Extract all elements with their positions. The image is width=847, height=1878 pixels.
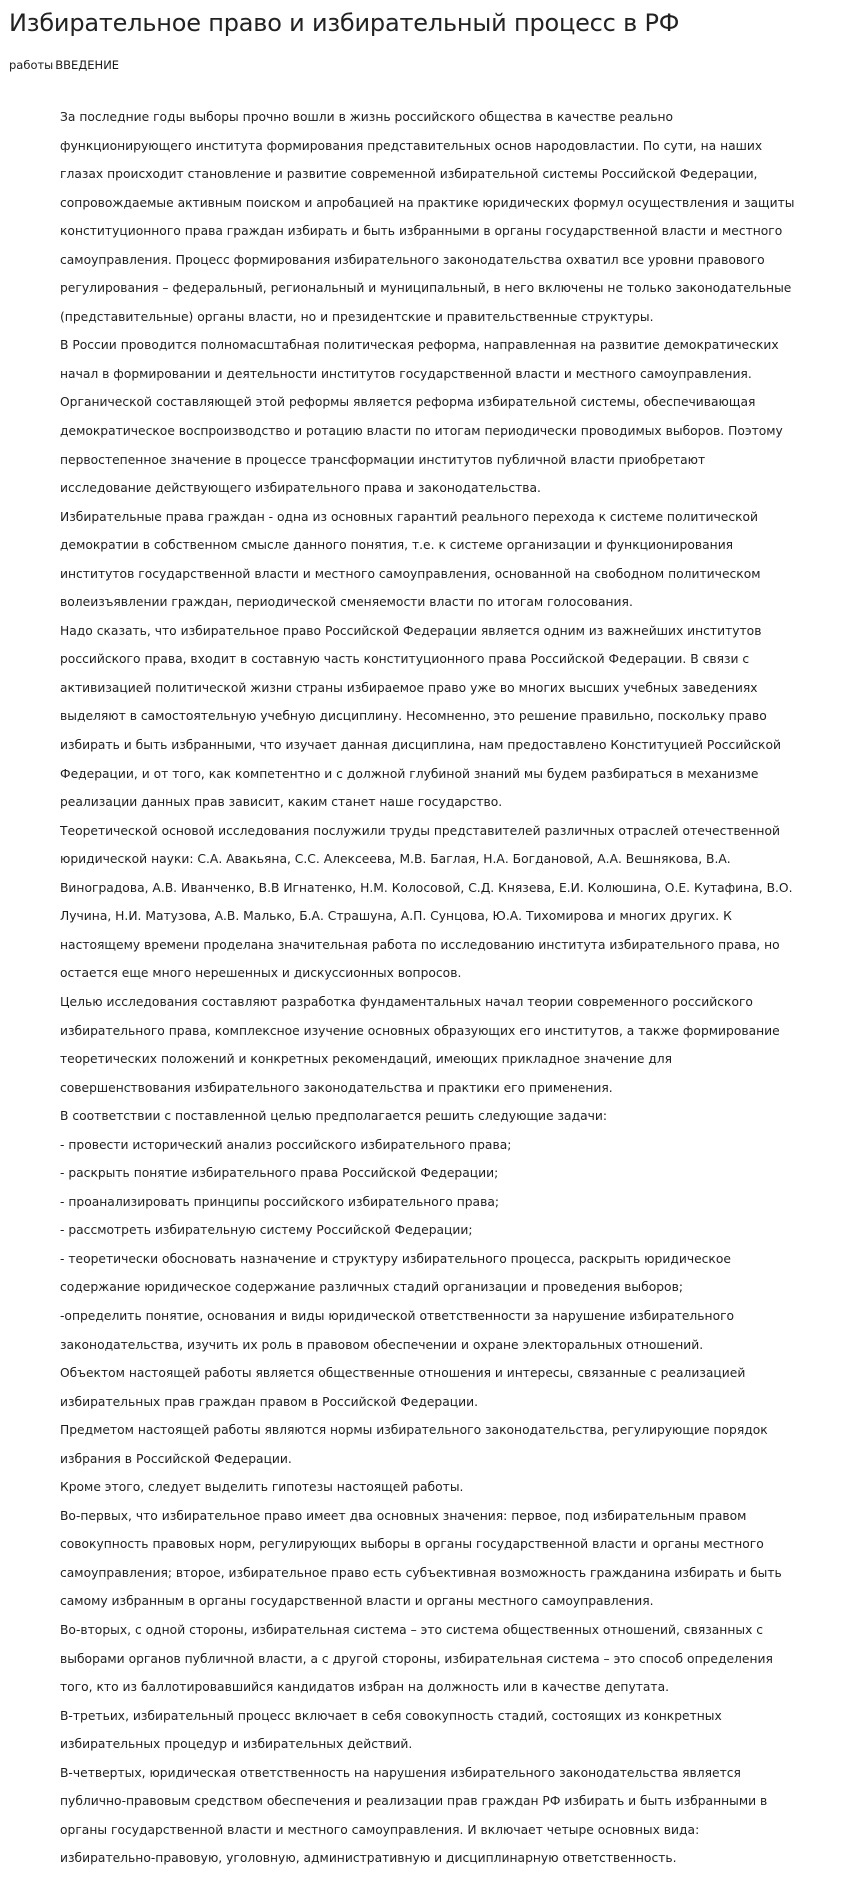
text-line: функционирующего института формирования представительных основ народовластии. По сути, на наших (60, 138, 763, 153)
text-line: Органической составляющей этой реформы является реформа избирательной системы, обеспечивающая (60, 395, 756, 410)
text-line: выделяют в самостоятельную учебную дисциплину. Несомненно, это решение правильно, поскольку право (60, 709, 767, 724)
text-line: избирательного права, комплексное изучение основных образующих его институтов, а также формирование (60, 1023, 780, 1038)
text-line: того, кто из баллотировавшийся кандидатов избран на должность или в качестве депутата. (60, 1680, 670, 1695)
text-line: демократии в собственном смысле данного понятия, т.е. к системе организации и функционирования (60, 538, 734, 553)
text-line: Лучина, Н.И. Матузова, А.В. Малько, Б.А. Страшуна, А.П. Сунцова, Ю.А. Тихомирова и многих других. К (60, 909, 732, 924)
text-line: Предметом настоящей работы являются нормы избирательного законодательства, регулирующие порядок (60, 1423, 768, 1438)
text-line: реализации данных прав зависит, каким станет наше государство. (60, 795, 503, 810)
page-title: Избирательное право и избирательный процесс в РФ (9, 9, 680, 37)
section-heading: ВВЕДЕНИЕ (55, 58, 120, 72)
document-body (60, 103, 847, 1873)
text-line: Избирательные права граждан - одна из основных гарантий реального перехода к системе политической (60, 509, 759, 524)
text-line: выборами органов публичной власти, а с другой стороны, избирательная система – это способ определения (60, 1651, 773, 1666)
text-line: избирательных прав граждан правом в Российской Федерации. (60, 1394, 478, 1409)
text-line: исследование действующего избирательного права и законодательства. (60, 481, 541, 496)
text-line: - рассмотреть избирательную систему Российской Федерации; (60, 1223, 473, 1238)
text-line: настоящему времени проделана значительная работа по исследованию института избирательного права, но (60, 937, 780, 952)
text-line: Надо сказать, что избирательное право Российской Федерации является одним из важнейших институтов (60, 623, 762, 638)
text-line: (представительные) органы власти, но и президентские и правительственные структуры. (60, 309, 654, 324)
text-line: - теоретически обосновать назначение и структуру избирательного процесса, раскрыть юридическое (60, 1251, 731, 1266)
text-line: совершенствования избирательного законодательства и практики его применения. (60, 1080, 613, 1095)
text-line: теоретических положений и конкретных рекомендаций, имеющих прикладное значение для (60, 1052, 673, 1067)
text-line: институтов государственной власти и местного самоуправления, основанной на свободном политическом (60, 566, 761, 581)
text-line: первостепенное значение в процессе трансформации институтов публичной власти приобретают (60, 452, 706, 467)
text-line: В России проводится полномасштабная политическая реформа, направленная на развитие демократических (60, 338, 779, 353)
section-subtitle (9, 58, 838, 72)
text-line: избрания в Российской Федерации. (60, 1451, 292, 1466)
text-line: Теоретической основой исследования послужили труды представителей различных отраслей отечественной (60, 823, 780, 838)
text-line: - провести исторический анализ российского избирательного права; (60, 1137, 512, 1152)
text-line: Объектом настоящей работы является общественные отношения и интересы, связанные с реализацией (60, 1366, 746, 1381)
text-line: избирательных процедур и избирательных действий. (60, 1737, 413, 1752)
text-line: Федерации, и от того, как компетентно и с должной глубиной знаний мы будем разбираться в механизме (60, 766, 759, 781)
subtitle-prefix: работы (9, 58, 54, 72)
text-line: избирать и быть избранными, что изучает данная дисциплина, нам предоставлено Конституцией Российской (60, 738, 782, 753)
text-line: сопровождаемые активным поиском и апробацией на практике юридических формул осуществления и защиты (60, 195, 795, 210)
text-line: совокупность правовых норм, регулирующих выборы в органы государственной власти и органы местного (60, 1537, 764, 1552)
text-line: В-четвертых, юридическая ответственность на нарушения избирательного законодательства является (60, 1765, 741, 1780)
text-line: За последние годы выборы прочно вошли в жизнь российского общества в качестве реально (60, 110, 674, 124)
text-line: активизацией политической жизни страны избираемое право уже во многих высших учебных заведениях (60, 680, 758, 695)
text-line: Кроме этого, следует выделить гипотезы настоящей работы. (60, 1480, 464, 1495)
text-line: В соответствии с поставленной целью предполагается решить следующие задачи: (60, 1109, 608, 1124)
text-line: содержание юридическое содержание различных стадий организации и проведения выборов; (60, 1280, 683, 1295)
text-line: конституционного права граждан избирать и быть избранными в органы государственной власти и местного (60, 224, 783, 239)
text-line: В-третьих, избирательный процесс включает в себя совокупность стадий, состоящих из конкретных (60, 1708, 722, 1723)
text-line: регулирования – федеральный, региональный и муниципальный, в него включены не только законодательные (60, 281, 792, 296)
text-line: -определить понятие, основания и виды юридической ответственности за нарушение избирательного (60, 1308, 735, 1323)
text-line: юридической науки: С.А. Авакьяна, С.С. Алексеева, М.В. Баглая, Н.А. Богдановой, А.А. Вешнякова, В.А. (60, 852, 731, 867)
text-line: волеизъявлении граждан, периодической сменяемости власти по итогам голосования. (60, 595, 633, 610)
text-line: Во-первых, что избирательное право имеет два основных значения: первое, под избирательным правом (60, 1508, 747, 1523)
text-line: самоуправления. Процесс формирования избирательного законодательства охватил все уровни правового (60, 252, 765, 267)
text-line: Виноградова, А.В. Иванченко, В.В Игнатенко, Н.М. Колосовой, С.Д. Князева, Е.И. Колюшина, О.Е. Кутафина, В.О. (60, 880, 793, 895)
text-line: избирательно-правовую, уголовную, административную и дисциплинарную ответственность. (60, 1851, 677, 1866)
text-line: глазах происходит становление и развитие современной избирательной системы Российской Федерации, (60, 167, 758, 182)
text-line: начал в формировании и деятельности институтов государственной власти и местного самоуправления. (60, 366, 752, 381)
text-line: российского права, входит в составную часть конституционного права Российской Федерации. В связи с (60, 652, 750, 667)
text-line: законодательства, изучить их роль в правовом обеспечении и охране электоральных отношений. (60, 1337, 704, 1352)
text-line: демократическое воспроизводство и ротацию власти по итогам периодически проводимых выборов. Поэтому (60, 424, 783, 439)
text-line: Целью исследования составляют разработка фундаментальных начал теории современного российского (60, 994, 753, 1009)
text-line: самому избранным в органы государственной власти и органы местного самоуправления. (60, 1594, 654, 1609)
text-line: самоуправления; второе, избирательное право есть субъективная возможность гражданина избирать и быть (60, 1565, 782, 1580)
text-line: остается еще много нерешенных и дискуссионных вопросов. (60, 966, 462, 981)
text-line: - проанализировать принципы российского избирательного права; (60, 1194, 500, 1209)
text-line: - раскрыть понятие избирательного права Российской Федерации; (60, 1166, 499, 1181)
text-line: публично-правовым средством обеспечения и реализации прав граждан РФ избирать и быть избранными в (60, 1794, 768, 1809)
text-line: Во-вторых, с одной стороны, избирательная система – это система общественных отношений, связанных с (60, 1622, 764, 1637)
text-line: органы государственной власти и местного самоуправления. И включает четыре основных вида: (60, 1822, 700, 1837)
